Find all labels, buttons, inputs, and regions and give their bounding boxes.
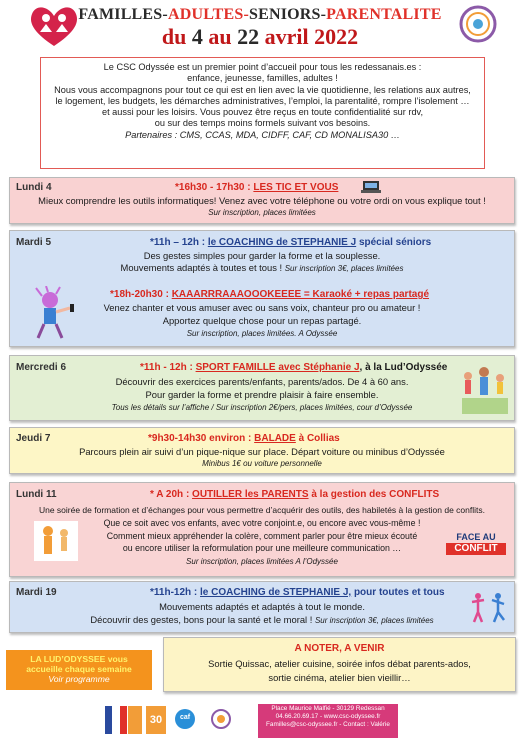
title-parentalite: PARENTALITE [326, 6, 442, 23]
event-day: Mercredi 6 [16, 362, 67, 373]
face-au-conflit-badge [446, 531, 506, 559]
event-description: Venez chanter et vous amuser avec ou sans voix, chanteur pro ou amateur ! [103, 302, 421, 313]
event-time: *18h-20h30 : [110, 289, 172, 300]
contact-phone-web[interactable]: 04.66.20.69.17 - www.csc-odyssee.fr [275, 713, 381, 720]
event-note: Sur inscription 3€, places limitées [314, 616, 434, 625]
event-name-suffix: spécial séniors [356, 237, 432, 248]
family-sport-icon [458, 360, 512, 418]
event-day: Mardi 5 [16, 237, 52, 248]
a-noter-line: sortie cinéma, atelier bien vieillir… [268, 672, 411, 683]
date-middle: au [202, 24, 238, 49]
badge-line: FACE AU [456, 532, 496, 542]
event-time: *11h – 12h : [150, 237, 208, 248]
event-name-suffix: à la gestion des CONFLITS [308, 489, 440, 500]
event-day: Lundi 11 [16, 489, 57, 500]
event-card-lundi-4 [9, 177, 515, 224]
event-name-suffix: à Collias [295, 433, 340, 444]
event-name: le COACHING de STEPHANIE J, [200, 587, 352, 598]
event-card-mardi-5 [9, 230, 515, 347]
event-day: Lundi 4 [16, 182, 52, 193]
event-title [150, 237, 431, 248]
event-time: * A 20h : [150, 489, 193, 500]
intro-partners: Partenaires : CMS, CCAS, MDA, CIDFF, CAF, CD MONALISA30 … [125, 129, 400, 140]
parents-conflict-icon [34, 521, 78, 561]
badge-line: CONFLIT [446, 543, 506, 555]
event-description: Des gestes simples pour garder la forme et la souplesse. [143, 250, 381, 261]
page-title [0, 6, 520, 24]
event-description: Parcours plein air suivi d’un pique-nique sur place. Départ voiture ou minibus d’Odyssée [79, 446, 445, 457]
event-title [150, 587, 445, 598]
fitness-people-icon [468, 588, 512, 628]
event-description: Découvrir des exercices parents/enfants, parents/ados. De 4 à 60 ans. [115, 376, 409, 387]
event-name: le COACHING de STEPHANIE J [207, 237, 357, 248]
event-name: OUTILLER les PARENTS [192, 489, 309, 500]
event-time: *11h-12h : [150, 587, 201, 598]
event-name: KAAARRRAAAOOOKEEEE = Karaoké + repas partagé [171, 289, 430, 300]
event-card-mercredi-6 [9, 355, 515, 421]
event-title [150, 489, 439, 500]
intro-line: Le CSC Odyssée est un premier point d’accueil pour tous les redessanais.es : [103, 62, 422, 72]
contact-address: Place Maurice Malfié - 30129 Redessan [271, 705, 385, 712]
event-title [140, 362, 447, 373]
event-description: ou encore utiliser la reformulation pour une meilleure communication … [122, 543, 402, 553]
event-name-suffix: , à la Lud’Odyssée [359, 362, 448, 373]
contact-email[interactable]: Familles@csc-odyssee.fr - Contact : Valérie [266, 721, 390, 728]
event-name: BALADE [254, 433, 296, 444]
event-description: Mieux comprendre les outils informatiques! Venez avec votre téléphone ou votre ordi on vous explique tout ! [38, 195, 486, 206]
header [0, 0, 520, 52]
republique-logo [105, 706, 127, 734]
departement-30-logo: 30 [146, 706, 166, 734]
event-time: *16h30 - 17h30 : [175, 182, 254, 193]
a-noter-card [163, 637, 516, 692]
event-note: Sur inscription, places limitées. A Odyssée [186, 329, 338, 338]
event-description: Une soirée de formation et d’échanges pour vous permettre d’acquérir des outils, des habiletés à la gestion de conflits. [38, 505, 486, 515]
title-seniors: SENIORS- [248, 6, 327, 23]
intro-box [40, 57, 485, 169]
event-card-jeudi-7 [9, 427, 515, 474]
title-familles: FAMILLES- [78, 6, 168, 23]
event-card-lundi-11 [9, 482, 515, 577]
date-start: 4 [191, 24, 203, 49]
event-description: Que ce soit avec vos enfants, avec votre conjoint.e, ou encore avec vous-même ! [103, 518, 421, 528]
intro-line: et aussi pour les loisirs. Vous pouvez être reçus en toute confidentialité sur rdv, [101, 107, 424, 118]
event-note: Sur inscription, places limitées A l’Odyssée [186, 557, 338, 566]
intro-line: Nous vous accompagnons pour tout ce qui est en lien avec la vie quotidienne, les relations aux autres, [54, 84, 471, 95]
computer-icon [360, 180, 382, 194]
event-title [148, 433, 340, 444]
event-card-mardi-19 [9, 581, 515, 633]
event-note: Sur inscription, places limitées [208, 208, 316, 217]
event-day: Mardi 19 [16, 587, 57, 598]
event-title [175, 182, 338, 193]
badge-line: LA LUD’ODYSSEE vous [30, 654, 128, 664]
event-time: *9h30-14h30 environ : [148, 433, 255, 444]
event-title-karaoke [110, 289, 429, 300]
lud-odyssee-badge [6, 650, 152, 690]
event-description-text: Mouvements adaptés à toutes et tous ! [120, 262, 285, 273]
region-logo [128, 706, 142, 734]
date-suffix: avril 2022 [259, 24, 359, 49]
event-name: LES TIC ET VOUS [253, 182, 339, 193]
contact-box [258, 704, 398, 738]
karaoke-singer-icon [28, 286, 84, 342]
badge-line: accueille chaque semaine [26, 664, 132, 674]
event-note: Tous les détails sur l’affiche / Sur inscription 2€/pers, places limitées, cour d’Odyssée [111, 403, 413, 412]
event-description: Apportez quelque chose pour un repas partagé. [162, 315, 362, 326]
caf-logo-text: caf [179, 714, 191, 721]
date-range [0, 24, 520, 50]
event-description: Mouvements adaptés et adaptés à tout le monde. [159, 601, 365, 612]
event-name: SPORT FAMILLE avec Stéphanie J [195, 362, 360, 373]
date-prefix: du [161, 24, 192, 49]
event-description [10, 262, 514, 273]
event-description-text: Découvrir des gestes, bons pour la santé et le moral ! [90, 614, 315, 625]
event-description: Pour garder la forme et prendre plaisir à faire ensemble. [145, 389, 379, 400]
event-description [10, 614, 514, 625]
intro-line: ou sur des temps moins formels suivant vos besoins. [154, 118, 371, 129]
intro-line: le logement, les budgets, les démarches administratives, l’emploi, la parentalité, rompre l’isolement … [55, 95, 470, 106]
event-name-suffix: pour toutes et tous [351, 587, 445, 598]
a-noter-line: Sortie Quissac, atelier cuisine, soirée infos débat parents-ados, [208, 658, 471, 669]
intro-line: enfance, jeunesse, familles, adultes ! [187, 73, 338, 84]
event-time: *11h - 12h : [140, 362, 196, 373]
date-end: 22 [237, 24, 260, 49]
event-note: Minibus 1€ ou voiture personnelle [202, 459, 322, 468]
event-description: Comment mieux appréhender la colère, comment parler pour être mieux écouté [106, 531, 418, 541]
badge-line: Voir programme [48, 674, 110, 684]
a-noter-title: A NOTER, A VENIR [294, 643, 385, 654]
event-day: Jeudi 7 [16, 433, 51, 444]
odyssee-small-logo [210, 708, 232, 730]
title-adultes: ADULTES- [167, 6, 249, 23]
event-note: Sur inscription 3€, places limitées [284, 264, 404, 273]
